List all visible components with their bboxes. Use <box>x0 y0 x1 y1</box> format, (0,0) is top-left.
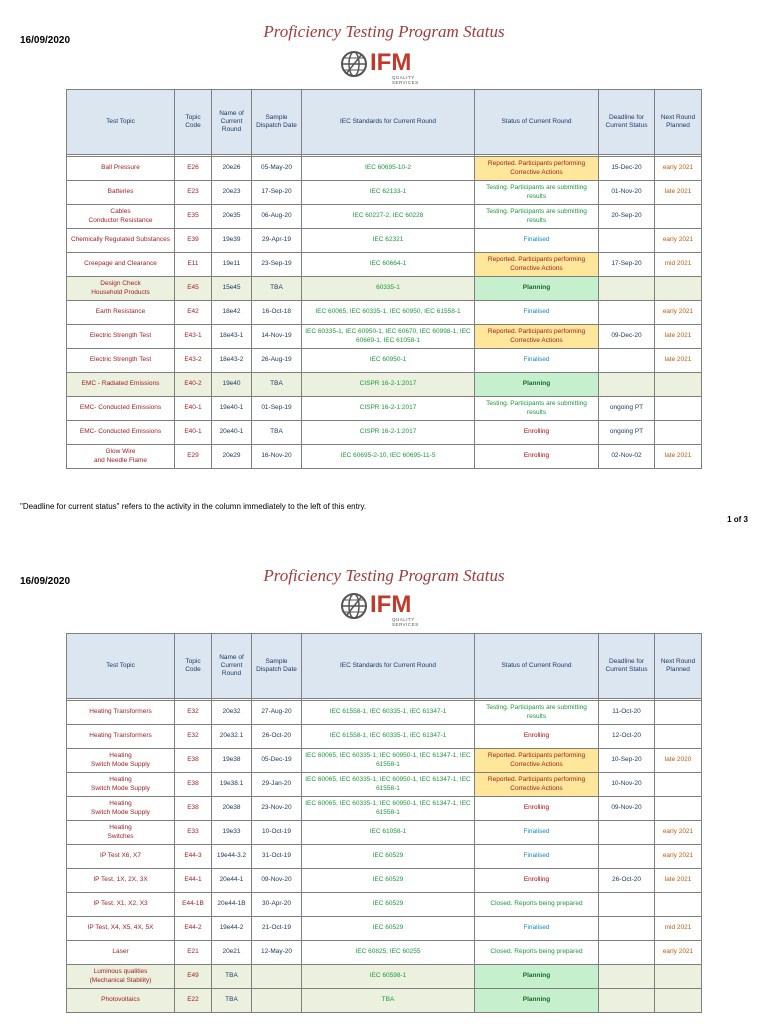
cell-iec-standards: CISPR 16-2-1:2017 <box>302 373 475 397</box>
cell-deadline <box>599 277 655 301</box>
report-date: 16/09/2020 <box>20 35 71 46</box>
cell-topic-code: E26 <box>175 157 212 181</box>
ifm-logo <box>340 590 430 626</box>
cell-topic-code: E44-3 <box>175 845 212 869</box>
header-test-topic: Test Topic <box>67 90 175 155</box>
cell-round-name: 20e29 <box>212 445 252 469</box>
globe-icon <box>340 50 368 78</box>
table-header-row <box>67 634 702 699</box>
cell-iec-standards: IEC 60950-1 <box>302 349 475 373</box>
cell-next-round: early 2021 <box>655 821 702 845</box>
cell-deadline: 02-Nov-02 <box>599 445 655 469</box>
cell-next-round <box>655 277 702 301</box>
cell-round-name: 19e33 <box>212 821 252 845</box>
cell-test-topic: Luminous qualities (Mechanical Stability) <box>67 965 175 989</box>
cell-status: Finalised <box>475 229 599 253</box>
cell-dispatch-date: 29-Jan-20 <box>252 773 302 797</box>
footnote: "Deadline for current status" refers to the activity in the column immediately to the left of this entry. <box>20 502 367 511</box>
cell-deadline <box>599 373 655 397</box>
cell-round-name: 20e38 <box>212 797 252 821</box>
cell-dispatch-date: 26-Aug-19 <box>252 349 302 373</box>
cell-iec-standards: IEC 60065, IEC 60335-1, IEC 60950-1, IEC 61347-1, IEC 61558-1 <box>302 749 475 773</box>
cell-next-round <box>655 965 702 989</box>
cell-dispatch-date: 17-Sep-20 <box>252 181 302 205</box>
page-title: Proficiency Testing Program Status <box>263 566 505 585</box>
cell-dispatch-date: 23-Sep-19 <box>252 253 302 277</box>
table-row <box>67 445 702 469</box>
cell-dispatch-date: 09-Nov-20 <box>252 869 302 893</box>
cell-iec-standards: IEC 61558-1, IEC 60335-1, IEC 61347-1 <box>302 725 475 749</box>
cell-topic-code: E44-1B <box>175 893 212 917</box>
logo-subtitle: QUALITY SERVICES <box>392 75 419 85</box>
cell-dispatch-date: TBA <box>252 373 302 397</box>
cell-dispatch-date <box>252 989 302 1013</box>
cell-dispatch-date: 01-Sep-19 <box>252 397 302 421</box>
cell-dispatch-date: 26-Oct-20 <box>252 725 302 749</box>
cell-test-topic: IP Test X6, X7 <box>67 845 175 869</box>
cell-iec-standards: 60335-1 <box>302 277 475 301</box>
cell-dispatch-date: 16-Nov-20 <box>252 445 302 469</box>
cell-dispatch-date: 29-Apr-19 <box>252 229 302 253</box>
cell-test-topic: Creepage and Clearance <box>67 253 175 277</box>
cell-iec-standards: IEC 60664-1 <box>302 253 475 277</box>
cell-status: Closed. Reports being prepared <box>475 893 599 917</box>
cell-topic-code: E33 <box>175 821 212 845</box>
cell-iec-standards: CISPR 16-2-1:2017 <box>302 397 475 421</box>
cell-next-round <box>655 397 702 421</box>
cell-topic-code: E11 <box>175 253 212 277</box>
cell-round-name: 15e45 <box>212 277 252 301</box>
cell-round-name: 19e44-2 <box>212 917 252 941</box>
cell-topic-code: E44-2 <box>175 917 212 941</box>
cell-round-name: 20e32.1 <box>212 725 252 749</box>
cell-deadline <box>599 845 655 869</box>
table-row <box>67 989 702 1013</box>
cell-topic-code: E40-1 <box>175 397 212 421</box>
table-row <box>67 821 702 845</box>
cell-round-name: 20e23 <box>212 181 252 205</box>
cell-iec-standards: IEC 60695-2-10, IEC 60695-11-5 <box>302 445 475 469</box>
cell-iec-standards: IEC 60598-1 <box>302 965 475 989</box>
cell-iec-standards: IEC 60825, IEC 60255 <box>302 941 475 965</box>
cell-status: Planning <box>475 373 599 397</box>
cell-dispatch-date: 31-Oct-19 <box>252 845 302 869</box>
cell-dispatch-date: 10-Oct-19 <box>252 821 302 845</box>
cell-next-round <box>655 205 702 229</box>
cell-iec-standards: IEC 60065, IEC 60335-1, IEC 60950-1, IEC 61347-1, IEC 61558-1 <box>302 773 475 797</box>
cell-test-topic: IP Test, X1, X2, X3 <box>67 893 175 917</box>
cell-round-name: 19e40 <box>212 373 252 397</box>
table-row <box>67 157 702 181</box>
cell-status: Enrolling <box>475 421 599 445</box>
page-title: Proficiency Testing Program Status <box>263 22 505 41</box>
header-iec-standards: IEC Standards for Current Round <box>302 90 475 155</box>
table-row <box>67 941 702 965</box>
cell-test-topic: Electric Strength Test <box>67 325 175 349</box>
cell-topic-code: E22 <box>175 989 212 1013</box>
cell-status: Planning <box>475 989 599 1013</box>
page-number: 1 of 3 <box>727 515 748 524</box>
logo-subtitle: QUALITY SERVICES <box>392 617 419 627</box>
cell-deadline <box>599 893 655 917</box>
table-row <box>67 253 702 277</box>
cell-next-round: late 2021 <box>655 181 702 205</box>
cell-round-name: 19e40-1 <box>212 397 252 421</box>
cell-status: Testing. Participants are submitting results <box>475 701 599 725</box>
cell-test-topic: EMC- Conducted Emissions <box>67 397 175 421</box>
cell-topic-code: E39 <box>175 229 212 253</box>
table-row <box>67 797 702 821</box>
cell-next-round: early 2021 <box>655 941 702 965</box>
status-table <box>66 89 702 469</box>
cell-round-name: 19e11 <box>212 253 252 277</box>
cell-deadline: 09-Dec-20 <box>599 325 655 349</box>
cell-dispatch-date: 05-Dec-19 <box>252 749 302 773</box>
logo-text: IFM <box>370 49 412 76</box>
table-row <box>67 373 702 397</box>
cell-dispatch-date: 21-Oct-19 <box>252 917 302 941</box>
cell-iec-standards: IEC 60529 <box>302 917 475 941</box>
cell-iec-standards: IEC 60335-1, IEC 60950-1, IEC 60670, IEC 60998-1, IEC 60669-1, IEC 61058-1 <box>302 325 475 349</box>
table-row <box>67 893 702 917</box>
globe-icon <box>340 592 368 620</box>
cell-next-round <box>655 421 702 445</box>
cell-next-round: late 2021 <box>655 445 702 469</box>
cell-next-round <box>655 773 702 797</box>
cell-round-name: 20e40-1 <box>212 421 252 445</box>
cell-deadline: 11-Oct-20 <box>599 701 655 725</box>
cell-deadline <box>599 989 655 1013</box>
cell-next-round <box>655 893 702 917</box>
cell-status: Finalised <box>475 349 599 373</box>
cell-iec-standards: CISPR 16-2-1:2017 <box>302 421 475 445</box>
cell-topic-code: E29 <box>175 445 212 469</box>
cell-deadline: 10-Nov-20 <box>599 773 655 797</box>
cell-round-name: TBA <box>212 965 252 989</box>
header-status: Status of Current Round <box>475 90 599 155</box>
cell-topic-code: E44-1 <box>175 869 212 893</box>
table-row <box>67 229 702 253</box>
cell-test-topic: Heating Switch Mode Supply <box>67 773 175 797</box>
cell-topic-code: E21 <box>175 941 212 965</box>
cell-deadline <box>599 917 655 941</box>
table-header-row <box>67 90 702 155</box>
cell-status: Enrolling <box>475 869 599 893</box>
cell-next-round: early 2021 <box>655 229 702 253</box>
cell-next-round: late 2020 <box>655 749 702 773</box>
cell-iec-standards: IEC 60529 <box>302 893 475 917</box>
cell-status: Closed. Reports being prepared <box>475 941 599 965</box>
header-topic-code: Topic Code <box>175 634 212 699</box>
cell-next-round: mid 2021 <box>655 253 702 277</box>
cell-round-name: 20e44-1B <box>212 893 252 917</box>
report-date: 16/09/2020 <box>20 576 71 587</box>
cell-topic-code: E40-2 <box>175 373 212 397</box>
table-row <box>67 917 702 941</box>
cell-dispatch-date: 23-Nov-20 <box>252 797 302 821</box>
cell-topic-code: E43-1 <box>175 325 212 349</box>
cell-topic-code: E23 <box>175 181 212 205</box>
table-row <box>67 421 702 445</box>
cell-deadline: 01-Nov-20 <box>599 181 655 205</box>
header-topic-code: Topic Code <box>175 90 212 155</box>
cell-topic-code: E45 <box>175 277 212 301</box>
cell-deadline: ongoing PT <box>599 421 655 445</box>
cell-iec-standards: IEC 61058-1 <box>302 821 475 845</box>
cell-test-topic: IP Test, X4, X5, 4X, 5X <box>67 917 175 941</box>
cell-topic-code: E38 <box>175 773 212 797</box>
header-test-topic: Test Topic <box>67 634 175 699</box>
table-body <box>67 155 702 469</box>
cell-topic-code: E32 <box>175 725 212 749</box>
cell-topic-code: E42 <box>175 301 212 325</box>
cell-status: Finalised <box>475 917 599 941</box>
cell-test-topic: Cables Conductor Resistance <box>67 205 175 229</box>
cell-test-topic: Photovoltaics <box>67 989 175 1013</box>
cell-deadline: 10-Sep-20 <box>599 749 655 773</box>
table-row <box>67 301 702 325</box>
cell-status: Testing. Participants are submitting results <box>475 181 599 205</box>
cell-test-topic: Electric Strength Test <box>67 349 175 373</box>
table-row <box>67 277 702 301</box>
cell-test-topic: Heating Switch Mode Supply <box>67 749 175 773</box>
cell-round-name: 18e42 <box>212 301 252 325</box>
cell-status: Reported. Participants performing Corrective Actions <box>475 157 599 181</box>
cell-next-round: early 2021 <box>655 845 702 869</box>
cell-round-name: 19e38 <box>212 749 252 773</box>
table-row <box>67 349 702 373</box>
cell-status: Finalised <box>475 301 599 325</box>
table-row <box>67 325 702 349</box>
cell-status: Reported. Participants performing Corrective Actions <box>475 773 599 797</box>
cell-iec-standards: IEC 60695-10-2 <box>302 157 475 181</box>
cell-test-topic: Chemically Regulated Substances <box>67 229 175 253</box>
cell-round-name: 19e38.1 <box>212 773 252 797</box>
cell-topic-code: E49 <box>175 965 212 989</box>
cell-dispatch-date: 16-Oct-18 <box>252 301 302 325</box>
cell-round-name: TBA <box>212 989 252 1013</box>
cell-test-topic: Glow Wire and Needle Flame <box>67 445 175 469</box>
cell-deadline: 26-Oct-20 <box>599 869 655 893</box>
cell-dispatch-date: 30-Apr-20 <box>252 893 302 917</box>
header-iec-standards: IEC Standards for Current Round <box>302 634 475 699</box>
cell-deadline: 09-Nov-20 <box>599 797 655 821</box>
table-row <box>67 701 702 725</box>
header-dispatch-date: Sample Dispatch Date <box>252 90 302 155</box>
table-row <box>67 397 702 421</box>
cell-dispatch-date: 14-Nov-19 <box>252 325 302 349</box>
table-row <box>67 869 702 893</box>
table-body <box>67 699 702 1013</box>
cell-topic-code: E38 <box>175 749 212 773</box>
cell-test-topic: IP Test, 1X, 2X, 3X <box>67 869 175 893</box>
cell-status: Enrolling <box>475 445 599 469</box>
cell-test-topic: Heating Switch Mode Supply <box>67 797 175 821</box>
cell-deadline <box>599 301 655 325</box>
table-row <box>67 749 702 773</box>
cell-round-name: 20e35 <box>212 205 252 229</box>
cell-next-round: early 2021 <box>655 157 702 181</box>
cell-round-name: 18e43-1 <box>212 325 252 349</box>
cell-topic-code: E38 <box>175 797 212 821</box>
cell-round-name: 20e26 <box>212 157 252 181</box>
cell-iec-standards: IEC 60065, IEC 60335-1, IEC 60950-1, IEC 61347-1, IEC 61558-1 <box>302 797 475 821</box>
cell-status: Planning <box>475 277 599 301</box>
cell-test-topic: Heating Switches <box>67 821 175 845</box>
cell-next-round: early 2021 <box>655 301 702 325</box>
cell-test-topic: Heating Transformers <box>67 725 175 749</box>
header-deadline: Deadline for Current Status <box>599 634 655 699</box>
cell-status: Testing. Participants are submitting results <box>475 397 599 421</box>
cell-round-name: 20e21 <box>212 941 252 965</box>
cell-status: Planning <box>475 965 599 989</box>
cell-deadline: 12-Oct-20 <box>599 725 655 749</box>
cell-deadline: 17-Sep-20 <box>599 253 655 277</box>
table-row <box>67 181 702 205</box>
cell-deadline: 15-Dec-20 <box>599 157 655 181</box>
cell-dispatch-date: TBA <box>252 277 302 301</box>
cell-status: Reported. Participants performing Corrective Actions <box>475 749 599 773</box>
cell-deadline <box>599 941 655 965</box>
cell-iec-standards: IEC 62321 <box>302 229 475 253</box>
cell-status: Enrolling <box>475 725 599 749</box>
status-page-2 <box>0 558 768 1024</box>
header-next-round: Next Round Planned <box>655 90 702 155</box>
cell-dispatch-date <box>252 965 302 989</box>
cell-status: Reported. Participants performing Corrective Actions <box>475 325 599 349</box>
cell-test-topic: Batteries <box>67 181 175 205</box>
cell-test-topic: Earth Resistance <box>67 301 175 325</box>
cell-test-topic: Ball Pressure <box>67 157 175 181</box>
header-dispatch-date: Sample Dispatch Date <box>252 634 302 699</box>
cell-test-topic: EMC- Conducted Emissions <box>67 421 175 445</box>
cell-dispatch-date: 05-May-20 <box>252 157 302 181</box>
cell-iec-standards: IEC 60529 <box>302 869 475 893</box>
cell-topic-code: E35 <box>175 205 212 229</box>
cell-next-round <box>655 725 702 749</box>
cell-test-topic: EMC - Radiated Emissions <box>67 373 175 397</box>
cell-next-round: late 2021 <box>655 325 702 349</box>
cell-test-topic: Design Check Household Products <box>67 277 175 301</box>
cell-deadline <box>599 229 655 253</box>
cell-topic-code: E40-1 <box>175 421 212 445</box>
header-round-name: Name of Current Round <box>212 90 252 155</box>
cell-deadline: 20-Sep-20 <box>599 205 655 229</box>
table-row <box>67 773 702 797</box>
cell-iec-standards: IEC 61558-1, IEC 60335-1, IEC 61347-1 <box>302 701 475 725</box>
logo-text: IFM <box>370 591 412 618</box>
table-row <box>67 725 702 749</box>
cell-dispatch-date: 12-May-20 <box>252 941 302 965</box>
cell-iec-standards: IEC 60227-2, IEC 60228 <box>302 205 475 229</box>
cell-status: Finalised <box>475 821 599 845</box>
cell-deadline <box>599 349 655 373</box>
cell-status: Reported. Participants performing Corrective Actions <box>475 253 599 277</box>
cell-next-round <box>655 989 702 1013</box>
cell-topic-code: E32 <box>175 701 212 725</box>
cell-round-name: 19e44-3.2 <box>212 845 252 869</box>
cell-round-name: 18e43-2 <box>212 349 252 373</box>
cell-status: Testing. Participants are submitting results <box>475 205 599 229</box>
cell-test-topic: Laser <box>67 941 175 965</box>
cell-next-round: mid 2021 <box>655 917 702 941</box>
cell-status: Enrolling <box>475 797 599 821</box>
header-deadline: Deadline for Current Status <box>599 90 655 155</box>
header-status: Status of Current Round <box>475 634 599 699</box>
cell-test-topic: Heating Transformers <box>67 701 175 725</box>
cell-next-round <box>655 797 702 821</box>
cell-deadline <box>599 821 655 845</box>
cell-dispatch-date: 27-Aug-20 <box>252 701 302 725</box>
table-row <box>67 965 702 989</box>
cell-next-round: late 2021 <box>655 349 702 373</box>
table-row <box>67 845 702 869</box>
cell-round-name: 20e32 <box>212 701 252 725</box>
header-round-name: Name of Current Round <box>212 634 252 699</box>
cell-next-round: late 2021 <box>655 869 702 893</box>
cell-iec-standards: IEC 60529 <box>302 845 475 869</box>
cell-topic-code: E43-2 <box>175 349 212 373</box>
header-next-round: Next Round Planned <box>655 634 702 699</box>
cell-dispatch-date: TBA <box>252 421 302 445</box>
cell-deadline: ongoing PT <box>599 397 655 421</box>
cell-next-round <box>655 373 702 397</box>
table-row <box>67 205 702 229</box>
cell-dispatch-date: 06-Aug-20 <box>252 205 302 229</box>
cell-next-round <box>655 701 702 725</box>
cell-deadline <box>599 965 655 989</box>
status-table <box>66 633 702 1013</box>
cell-round-name: 20e44-1 <box>212 869 252 893</box>
cell-iec-standards: TBA <box>302 989 475 1013</box>
cell-iec-standards: IEC 60065, IEC 60335-1, IEC 60950, IEC 61558-1 <box>302 301 475 325</box>
cell-iec-standards: IEC 62133-1 <box>302 181 475 205</box>
cell-round-name: 19e39 <box>212 229 252 253</box>
cell-status: Finalised <box>475 845 599 869</box>
ifm-logo <box>340 48 430 84</box>
